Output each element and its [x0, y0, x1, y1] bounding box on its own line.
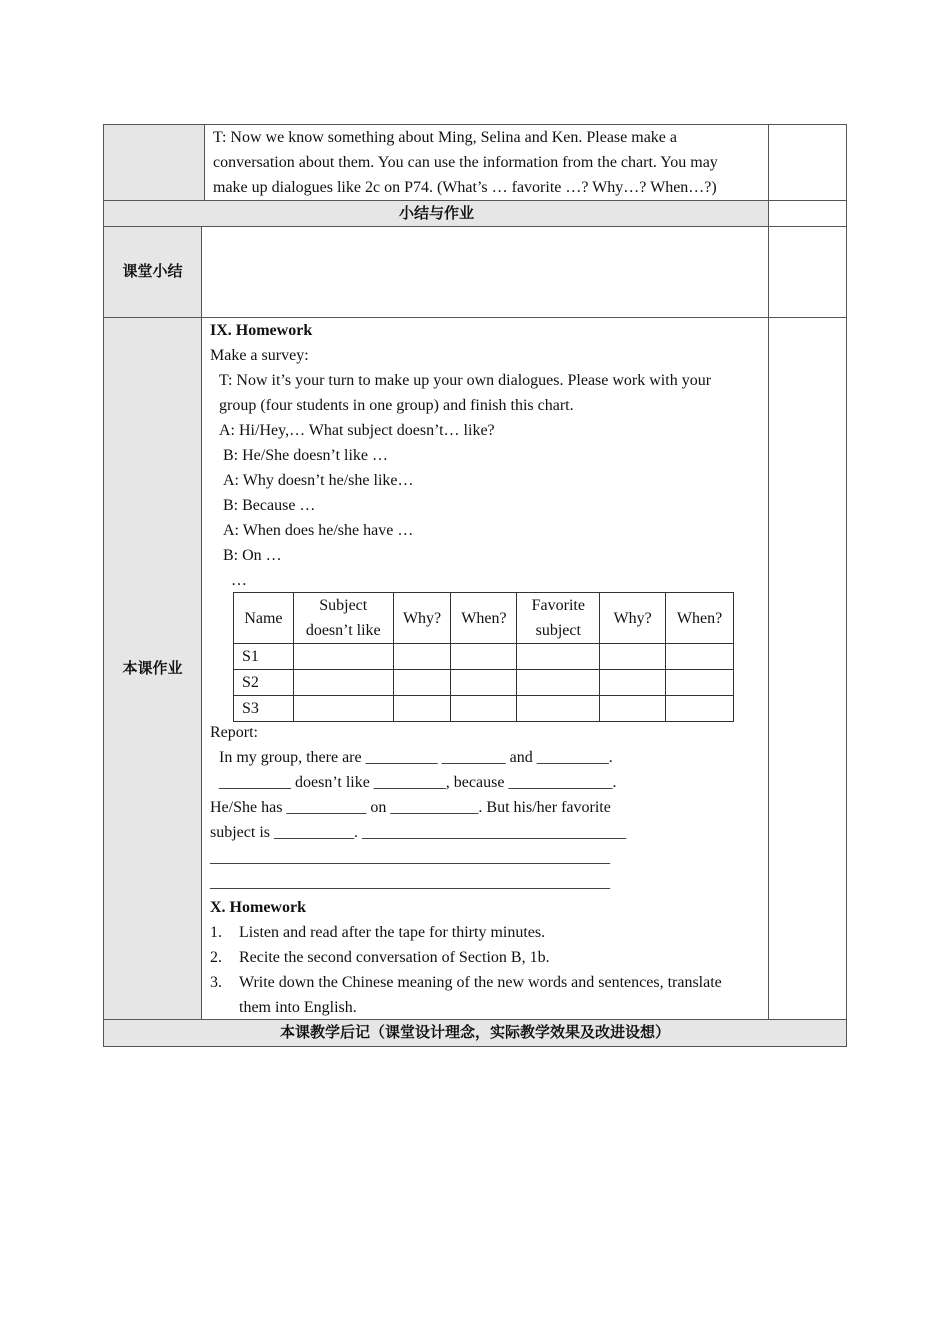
dialogue-line: … [231, 572, 247, 589]
header-cell: Why? [393, 593, 451, 644]
task-text: Listen and read after the tape for thirty minutes. [239, 924, 546, 941]
row-divider [103, 226, 847, 227]
task-text-continued: them into English. [239, 999, 357, 1016]
task-number: 2. [210, 949, 222, 966]
table-cell [293, 696, 393, 722]
dialogue-line: A: Hi/Hey,… What subject doesn’t… like? [219, 422, 495, 439]
table-cell [393, 696, 451, 722]
row-label: S2 [234, 670, 294, 696]
survey-label: Make a survey: [210, 347, 309, 364]
table-cell [393, 670, 451, 696]
table-cell [666, 696, 734, 722]
header-cell: When? [451, 593, 517, 644]
row-label: S3 [234, 696, 294, 722]
row-label: S1 [234, 644, 294, 670]
task-text: Write down the Chinese meaning of the new words and sentences, translate [239, 974, 722, 991]
intro-line: conversation about them. You can use the information from the chart. You may [213, 154, 718, 171]
table-cell [600, 670, 666, 696]
report-line: In my group, there are _________ ________ and _________. [219, 749, 613, 766]
homework-title-2: X. Homework [210, 899, 306, 916]
table-cell [517, 644, 600, 670]
dialogue-line: A: When does he/she have … [223, 522, 414, 539]
report-line: __________________________________________________ [210, 874, 610, 891]
summary-label: 课堂小结 [122, 262, 183, 280]
table-cell [666, 644, 734, 670]
header-cell: Name [234, 593, 294, 644]
survey-header-row [234, 593, 734, 644]
task-number: 1. [210, 924, 222, 941]
table-cell [451, 644, 517, 670]
survey-row [234, 670, 734, 696]
column-divider [201, 226, 202, 1020]
intro-line: make up dialogues like 2c on P74. (What’s … favorite …? Why…? When…?) [213, 179, 717, 196]
homework-title: IX. Homework [210, 322, 313, 339]
dialogue-line: A: Why doesn’t he/she like… [223, 472, 414, 489]
section-header: 小结与作业 [398, 204, 474, 222]
report-line: subject is __________. _________________________________ [210, 824, 626, 841]
homework-label: 本课作业 [122, 659, 183, 677]
dialogue-line: B: Because … [223, 497, 316, 514]
table-cell [451, 696, 517, 722]
header-cell: Favorite subject [517, 593, 600, 644]
report-line: _________ doesn’t like _________, because _____________. [219, 774, 617, 791]
task-text: Recite the second conversation of Section B, 1b. [239, 949, 550, 966]
header-cell: When? [666, 593, 734, 644]
survey-row [234, 696, 734, 722]
table-cell [451, 670, 517, 696]
table-cell [666, 670, 734, 696]
table-cell [600, 696, 666, 722]
survey-table [233, 592, 734, 722]
survey-instruction: group (four students in one group) and finish this chart. [219, 397, 574, 414]
intro-line: T: Now we know something about Ming, Selina and Ken. Please make a [213, 129, 677, 146]
header-cell: Subject doesn’t like [293, 593, 393, 644]
dialogue-line: B: On … [223, 547, 282, 564]
table-cell [293, 644, 393, 670]
task-number: 3. [210, 974, 222, 991]
column-divider [768, 124, 769, 1020]
report-line: __________________________________________________ [210, 849, 610, 866]
report-label: Report: [210, 724, 258, 741]
reflection-header: 本课教学后记（课堂设计理念，实际教学效果及改进设想） [279, 1023, 670, 1041]
table-cell [293, 670, 393, 696]
survey-instruction: T: Now it’s your turn to make up your own dialogues. Please work with your [219, 372, 712, 389]
survey-row [234, 644, 734, 670]
report-line: He/She has __________ on ___________. But his/her favorite [210, 799, 611, 816]
table-cell [600, 644, 666, 670]
table-cell [393, 644, 451, 670]
table-cell [517, 696, 600, 722]
column-divider [204, 124, 205, 201]
table-cell [517, 670, 600, 696]
header-cell: Why? [600, 593, 666, 644]
dialogue-line: B: He/She doesn’t like … [223, 447, 389, 464]
